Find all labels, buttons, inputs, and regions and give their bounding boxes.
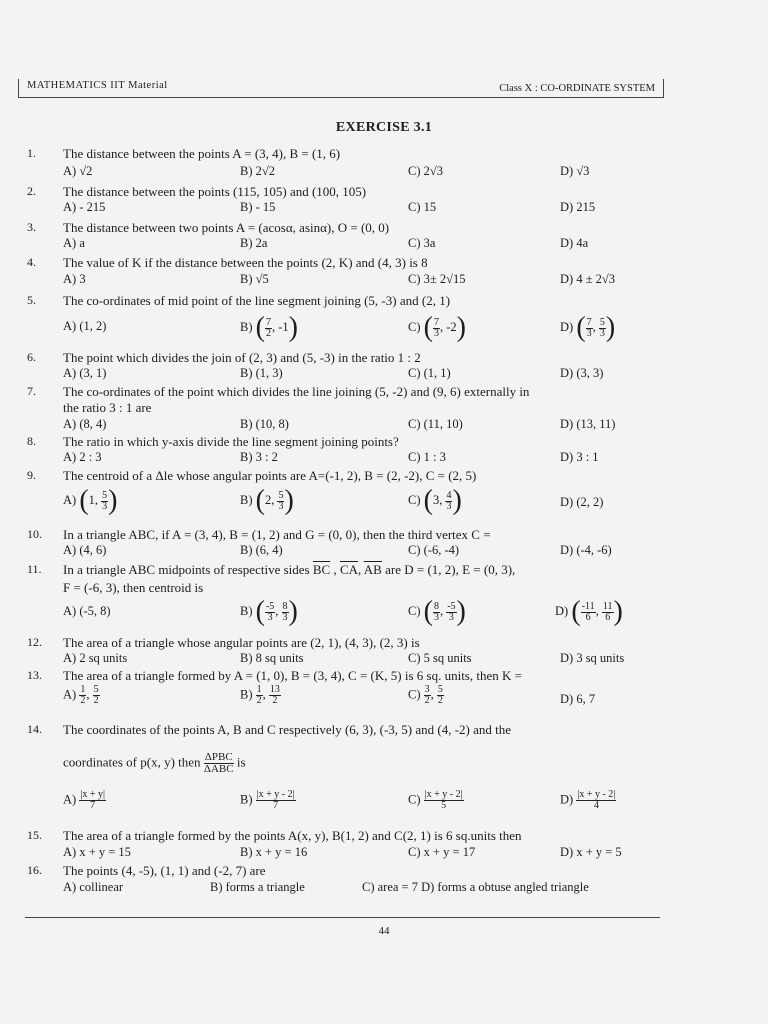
option-c: C) (11, 10) (408, 417, 463, 431)
footer-rule (25, 917, 660, 918)
option-c: C) $\frac{3}{2}$ , $\frac{5}{2}$ (408, 684, 443, 706)
question-9 (0, 468, 768, 482)
question-number: 13. (27, 668, 42, 682)
question-text: In a triangle ABC midpoints of respective sides $\overline{BC}$ , $\overline{CA}$, $\overline{AB}$ are D = (1, 2), E = (0, 3), (63, 562, 516, 577)
options-2 (0, 200, 768, 214)
option-b: B) √5 (240, 272, 269, 286)
option-d: D) 3 : 1 (560, 450, 599, 464)
question-number: 3. (27, 220, 36, 234)
option-d: D) (-4, -6) (560, 543, 612, 557)
question-text: The distance between the points A = (3, 4), B = (1, 6) (63, 146, 341, 161)
option-b: B) 2√2 (240, 164, 275, 178)
option-c: C) ( $\frac{8}{3}$ , $\frac{-5}{3}$ ) (408, 596, 466, 627)
question-11-cont (0, 580, 768, 594)
question-number: 11. (27, 562, 42, 576)
question-text: F = (-6, 3), then centroid is (63, 580, 204, 595)
option-c: C) ( $\frac{7}{3}$ , -2) (408, 312, 466, 343)
option-c: C) 1 : 3 (408, 450, 446, 464)
header-subject: MATHEMATICS IIT Material (27, 80, 168, 91)
option-c: C) (-6, -4) (408, 543, 460, 557)
option-b: B) ( $\frac{7}{2}$ , -1) (240, 312, 298, 343)
options-3 (0, 236, 768, 250)
question-15 (0, 828, 768, 842)
option-b: B) - 15 (240, 200, 276, 214)
question-8 (0, 434, 768, 448)
question-number: 12. (27, 635, 42, 649)
option-d: D) (13, 11) (560, 417, 616, 431)
options-8 (0, 450, 768, 464)
option-c: C) x + y = 17 (408, 845, 476, 859)
question-text: The distance between two points A = (acosα, asinα), O = (0, 0) (63, 220, 390, 235)
options-9 (0, 485, 768, 521)
question-text: The area of a triangle formed by the points A(x, y), B(1, 2) and C(2, 1) is 6 sq.units then (63, 828, 522, 843)
option-d: D) √3 (560, 164, 590, 178)
option-a: A) 3 (63, 272, 86, 286)
option-a: A) $\frac{1}{2}$ , $\frac{5}{2}$ (63, 684, 99, 706)
options-11 (0, 596, 768, 630)
option-c: C) area = 7 D) forms a obtuse angled triangle (362, 880, 589, 894)
question-text: In a triangle ABC, if A = (3, 4), B = (1, 2) and G = (0, 0), then the third vertex C = (63, 527, 491, 542)
option-d: D) x + y = 5 (560, 845, 622, 859)
question-1 (0, 146, 768, 160)
option-a: A) x + y = 15 (63, 845, 131, 859)
option-d: D) (2, 2) (560, 495, 604, 509)
question-text: The ratio in which y-axis divide the line segment joining points? (63, 434, 399, 449)
option-a: A) 2 : 3 (63, 450, 102, 464)
option-c: C) (3, $\frac{4}{3}$ ) (408, 485, 462, 516)
question-number: 9. (27, 468, 36, 482)
question-11 (0, 562, 768, 576)
options-13 (0, 685, 768, 717)
option-a: A) (3, 1) (63, 366, 107, 380)
option-a: A) (8, 4) (63, 417, 107, 431)
options-16 (0, 880, 768, 894)
options-6 (0, 366, 768, 380)
option-b: B) forms a triangle (210, 880, 305, 894)
option-a: A) (1, 2) (63, 319, 107, 333)
option-c: C) 3± 2√15 (408, 272, 466, 286)
option-d: D) 215 (560, 200, 596, 214)
question-number: 2. (27, 184, 36, 198)
page-header (18, 79, 664, 98)
option-b: B) 3 : 2 (240, 450, 278, 464)
option-c: C) (1, 1) (408, 366, 451, 380)
exercise-title: EXERCISE 3.1 (335, 120, 433, 135)
option-d: D) (3, 3) (560, 366, 604, 380)
question-16 (0, 863, 768, 877)
question-number: 7. (27, 384, 36, 398)
option-b: B) (2, $\frac{5}{3}$ ) (240, 485, 294, 516)
question-6 (0, 350, 768, 364)
option-b: B) 2a (240, 236, 268, 250)
option-d: D) 3 sq units (560, 651, 625, 665)
option-b: B) $\frac{|x + y - 2|}{7}$ (240, 789, 295, 811)
options-5 (0, 312, 768, 344)
option-c: C) 15 (408, 200, 437, 214)
question-text: The points (4, -5), (1, 1) and (-2, 7) are (63, 863, 266, 878)
option-b: B) $\frac{1}{2}$ , $\frac{13}{2}$ (240, 684, 280, 706)
question-5 (0, 293, 768, 307)
option-b: B) ( $\frac{-5}{3}$ , $\frac{8}{3}$ ) (240, 596, 298, 627)
option-a: A) a (63, 236, 85, 250)
question-number: 8. (27, 434, 36, 448)
option-d: D) 6, 7 (560, 692, 596, 706)
option-d: D) $\frac{|x + y - 2|}{4}$ (560, 789, 616, 811)
question-12 (0, 635, 768, 649)
question-number: 14. (27, 722, 42, 736)
option-a: A) (4, 6) (63, 543, 107, 557)
question-13 (0, 668, 768, 682)
question-4 (0, 255, 768, 269)
option-d: D) 4 ± 2√3 (560, 272, 616, 286)
option-c: C) 2√3 (408, 164, 443, 178)
question-text: The distance between the points (115, 105) and (100, 105) (63, 184, 367, 199)
question-number: 15. (27, 828, 42, 842)
option-b: B) (6, 4) (240, 543, 283, 557)
option-a: A) (-5, 8) (63, 604, 111, 618)
question-text: The centroid of a Δle whose angular points are A=(-1, 2), B = (2, -2), C = (2, 5) (63, 468, 477, 483)
question-number: 4. (27, 255, 36, 269)
option-b: B) (10, 8) (240, 417, 289, 431)
question-number: 10. (27, 527, 42, 541)
question-number: 16. (27, 863, 42, 877)
question-14-cont (0, 748, 768, 778)
question-text: The co-ordinates of mid point of the line segment joining (5, -3) and (2, 1) (63, 293, 451, 308)
option-b: B) x + y = 16 (240, 845, 308, 859)
option-d: D) ( $\frac{7}{3}$ , $\frac{5}{3}$ ) (560, 312, 616, 343)
option-a: A) (1, $\frac{5}{3}$ ) (63, 485, 118, 516)
option-b: B) (1, 3) (240, 366, 283, 380)
options-10 (0, 543, 768, 557)
question-number: 1. (27, 146, 36, 160)
option-b: B) 8 sq units (240, 651, 304, 665)
options-14 (0, 790, 768, 820)
question-number: 6. (27, 350, 36, 364)
question-10 (0, 527, 768, 541)
options-15 (0, 845, 768, 859)
option-a: A) $\frac{|x + y|}{7}$ (63, 789, 105, 811)
options-4 (0, 272, 768, 286)
option-c: C) $\frac{|x + y - 2|}{5}$ (408, 789, 463, 811)
option-d: D) ( $\frac{-11}{6}$ , $\frac{11}{6}$ ) (555, 596, 623, 627)
option-a: A) 2 sq units (63, 651, 128, 665)
header-chapter: Class X : CO-ORDINATE SYSTEM (499, 83, 655, 94)
question-text: The coordinates of the points A, B and C respectively (6, 3), (-3, 5) and (4, -2) and the (63, 722, 512, 737)
options-1 (0, 164, 768, 178)
question-2 (0, 184, 768, 198)
question-text: The co-ordinates of the point which divides the line joining (5, -2) and (9, 6) externally in (63, 384, 530, 399)
option-a: A) - 215 (63, 200, 106, 214)
question-7-cont (0, 400, 768, 414)
question-text: coordinates of p(x, y) then $\frac{\text{ΔPBC}}{\text{ΔABC}}$ is (63, 751, 246, 775)
option-d: D) 4a (560, 236, 589, 250)
question-7 (0, 384, 768, 398)
option-c: C) 5 sq units (408, 651, 472, 665)
question-text: the ratio 3 : 1 are (63, 400, 152, 415)
option-c: C) 3a (408, 236, 436, 250)
question-text: The area of a triangle whose angular points are (2, 1), (4, 3), (2, 3) is (63, 635, 420, 650)
page-number: 44 (378, 925, 390, 937)
option-a: A) collinear (63, 880, 124, 894)
question-text: The point which divides the join of (2, 3) and (5, -3) in the ratio 1 : 2 (63, 350, 421, 365)
question-text: The value of K if the distance between the points (2, K) and (4, 3) is 8 (63, 255, 428, 270)
option-a: A) √2 (63, 164, 93, 178)
question-number: 5. (27, 293, 36, 307)
options-12 (0, 651, 768, 665)
question-14 (0, 722, 768, 736)
question-3 (0, 220, 768, 234)
options-7 (0, 417, 768, 431)
question-text: The area of a triangle formed by A = (1, 0), B = (3, 4), C = (K, 5) is 6 sq. units, then K = (63, 668, 522, 683)
